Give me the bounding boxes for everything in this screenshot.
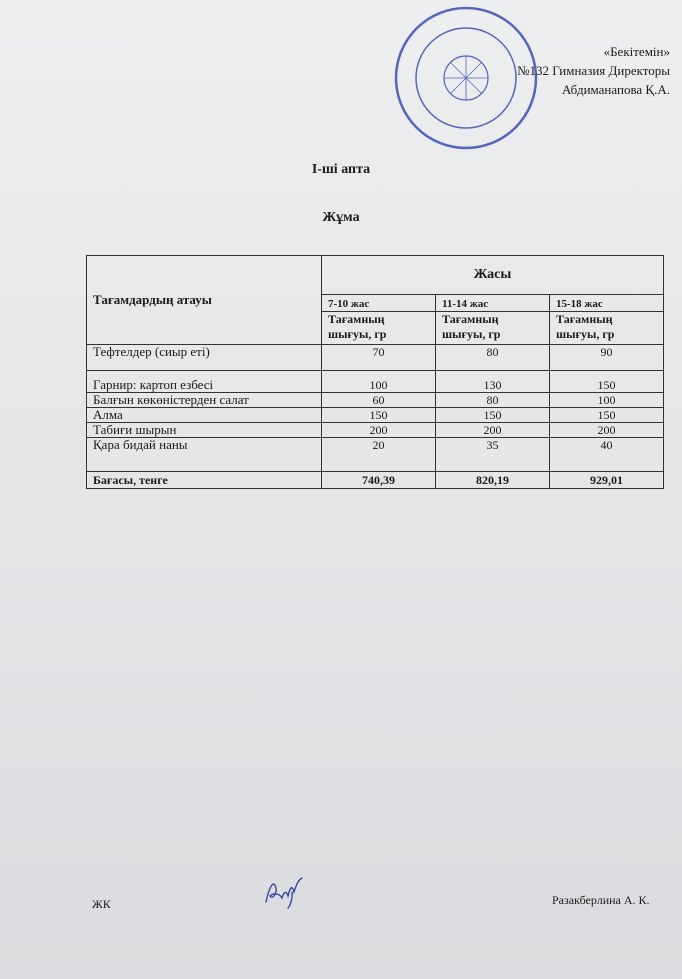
table-row [87, 371, 664, 393]
dish-name: Балғын көкөністерден салат [87, 393, 322, 408]
table-row [87, 393, 664, 408]
total-row [87, 472, 664, 489]
footer-left-label: ЖК [92, 897, 111, 911]
approval-signatory: Абдиманапова Қ.А. [561, 82, 670, 97]
dish-weight: 60 [322, 393, 436, 408]
price-value: 820,19 [436, 472, 550, 489]
unit-label: Тағамның шығуы, гр [436, 312, 550, 345]
age-group: 15-18 жас [550, 295, 664, 312]
unit-label: Тағамның шығуы, гр [322, 312, 436, 345]
dish-name: Гарнир: картоп езбесі [87, 371, 322, 393]
dish-weight: 150 [436, 408, 550, 423]
dish-name: Қара бидай наны [87, 438, 322, 472]
table-row [87, 345, 664, 371]
dish-weight: 70 [322, 345, 436, 371]
price-value: 929,01 [550, 472, 664, 489]
menu-table [86, 255, 664, 489]
approval-position: №132 Гимназия Директоры [517, 63, 670, 78]
age-group: 7-10 жас [322, 295, 436, 312]
week-title: І-ші апта [311, 162, 371, 177]
dish-weight: 35 [436, 438, 550, 472]
approval-heading: «Бекітемін» [603, 44, 670, 59]
dish-name-header: Тағамдардың атауы [87, 256, 322, 345]
dish-weight: 40 [550, 438, 664, 472]
age-header: Жасы [322, 256, 664, 295]
table-header-row [87, 256, 664, 295]
table-row [87, 423, 664, 438]
dish-weight: 150 [322, 408, 436, 423]
handwritten-signature [262, 874, 306, 910]
dish-weight: 200 [550, 423, 664, 438]
dish-name: Алма [87, 408, 322, 423]
dish-weight: 80 [436, 393, 550, 408]
dish-weight: 130 [436, 371, 550, 393]
footer-signatory: Разакберлина А. К. [552, 893, 650, 907]
dish-name: Тефтелдер (сиыр еті) [87, 345, 322, 371]
day-title: Жұма [322, 210, 360, 225]
table-row [87, 438, 664, 472]
approval-block [470, 42, 670, 99]
dish-weight: 100 [550, 393, 664, 408]
unit-label: Тағамның шығуы, гр [550, 312, 664, 345]
age-group: 11-14 жас [436, 295, 550, 312]
dish-weight: 100 [322, 371, 436, 393]
dish-weight: 20 [322, 438, 436, 472]
dish-name: Табиғи шырын [87, 423, 322, 438]
dish-weight: 150 [550, 408, 664, 423]
price-label: Бағасы, тенге [87, 472, 322, 489]
table-row [87, 408, 664, 423]
dish-weight: 150 [550, 371, 664, 393]
dish-weight: 200 [322, 423, 436, 438]
dish-weight: 200 [436, 423, 550, 438]
dish-weight: 80 [436, 345, 550, 371]
dish-weight: 90 [550, 345, 664, 371]
price-value: 740,39 [322, 472, 436, 489]
